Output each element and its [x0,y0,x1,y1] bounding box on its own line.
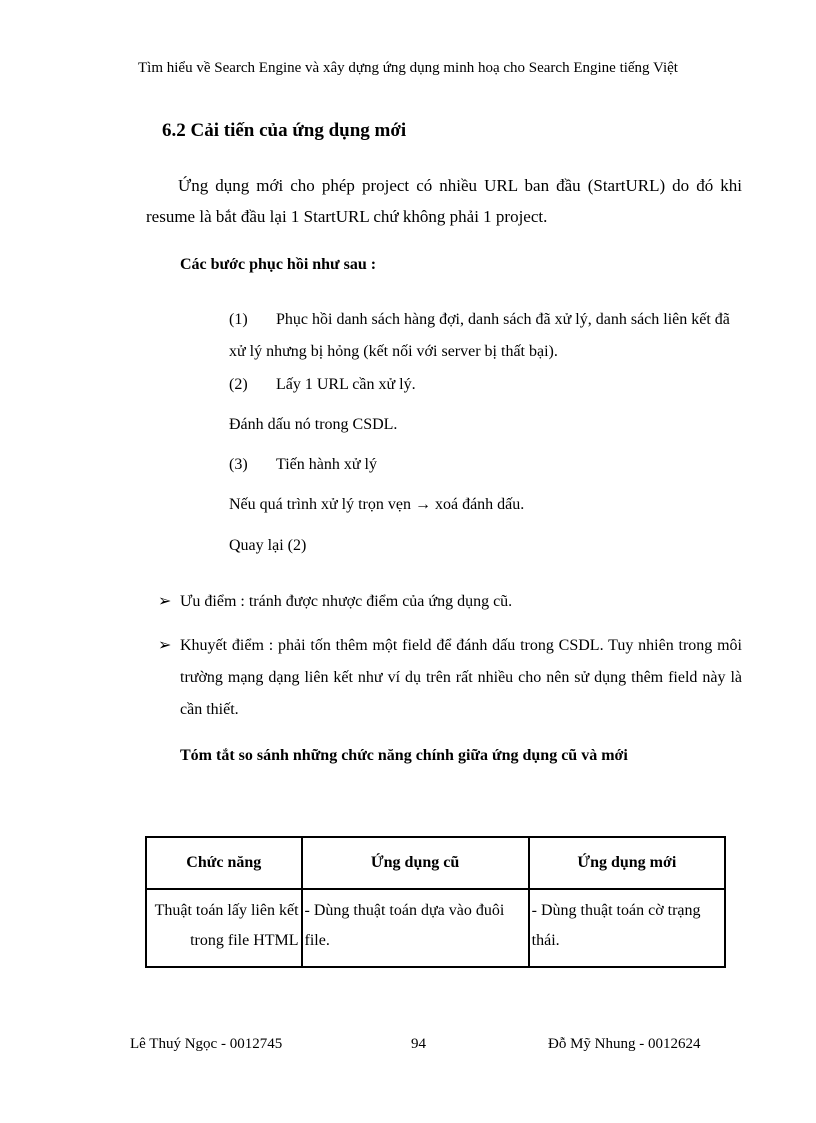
table-header-cell: Ứng dụng mới [529,837,725,889]
intro-paragraph: Ứng dụng mới cho phép project có nhiều URL ban đầu (StartURL) do đó khi resume là bắt đầu lại 1 StartURL chứ không phải 1 project. [146,176,742,226]
step-number: (2) [229,376,248,393]
table-cell: - Dùng thuật toán cờ trạng thái. [529,889,725,967]
bullet-advantage [158,586,742,618]
page-header: Tìm hiểu về Search Engine và xây dựng ứng dụng minh hoạ cho Search Engine tiếng Việt [138,60,678,76]
table-header-cell: Ứng dụng cũ [302,837,529,889]
footer-author-right: Đỗ Mỹ Nhung - 0012624 [548,1036,701,1052]
step-2 [229,376,416,394]
table-header-cell: Chức năng [146,837,302,889]
arrow-bullet-icon: ➢ [158,637,172,654]
table-header-row [146,837,725,889]
bullet-text: Ưu điểm : tránh được nhược điểm của ứng dụng cũ. [180,593,513,610]
step-number: (1) [229,311,248,328]
step-back: Quay lại (2) [229,537,307,554]
table-cell: - Dùng thuật toán dựa vào đuôi file. [302,889,529,967]
steps-title: Các bước phục hồi như sau : [180,256,377,273]
bullet-text: Khuyết điểm : phải tốn thêm một field để đánh dấu trong CSDL. Tuy nhiên trong môi trường mạng dạng liên kết như ví dụ trên rất nhiều cho nên sử dụng thêm field này là cần thiết. [180,637,742,718]
step-2-note: Đánh dấu nó trong CSDL. [229,416,398,433]
page-number: 94 [411,1036,426,1052]
step-3-note: Nếu quá trình xử lý trọn vẹn → xoá đánh dấu. [229,496,525,513]
arrow-bullet-icon: ➢ [158,593,172,610]
summary-title: Tóm tắt so sánh những chức năng chính giữa ứng dụng cũ và mới [180,747,628,764]
step-number: (3) [229,456,248,473]
comparison-table [145,836,726,968]
step-1 [229,304,741,368]
step-text: Lấy 1 URL cần xử lý. [276,376,416,393]
footer-author-left: Lê Thuý Ngọc - 0012745 [130,1036,283,1052]
step-3 [229,456,377,474]
table-row [146,889,725,967]
section-title: 6.2 Cải tiến của ứng dụng mới [162,120,407,141]
bullet-disadvantage [158,630,742,726]
step-text: Tiến hành xử lý [276,456,377,473]
step-text: Phục hồi danh sách hàng đợi, danh sách đã xử lý, danh sách liên kết đã xử lý nhưng bị hỏng (kết nối với server bị thất bại). [229,311,730,360]
table-cell: Thuật toán lấy liên kết trong file HTML [146,889,302,967]
